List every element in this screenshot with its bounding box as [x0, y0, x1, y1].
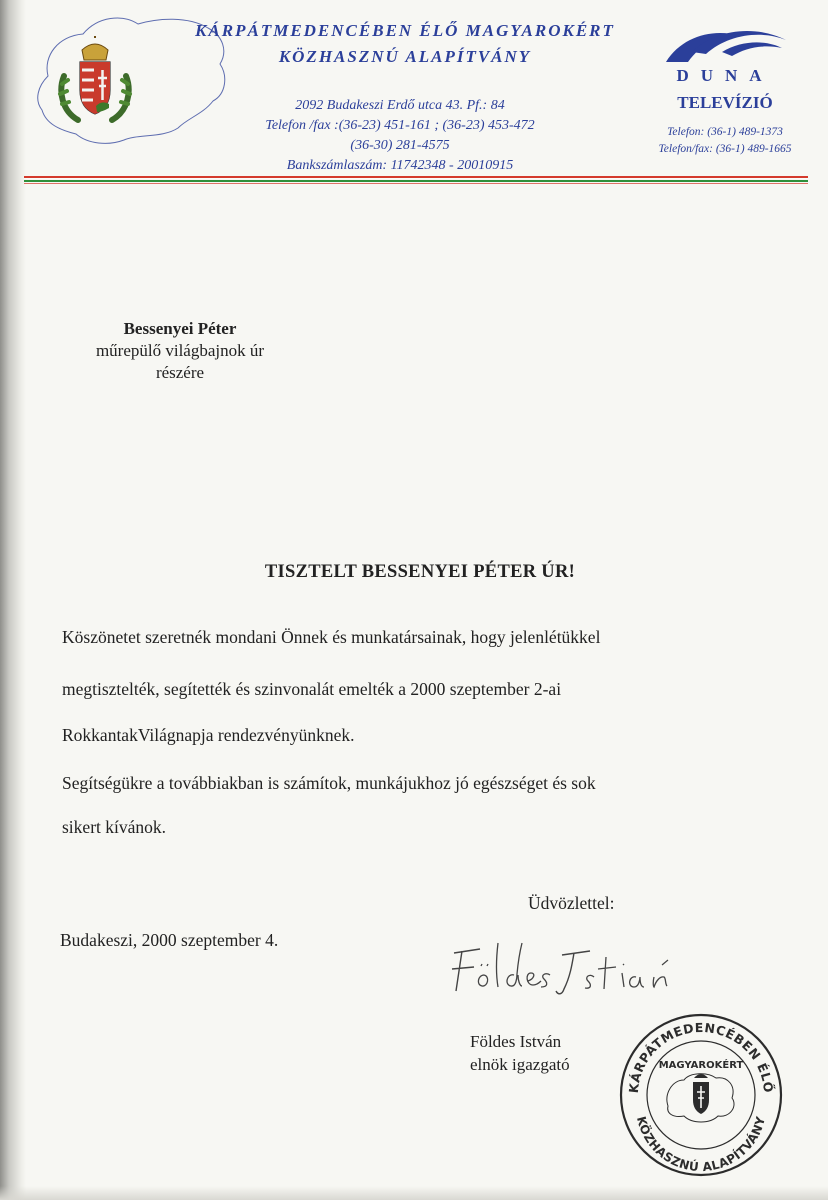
body-line: Köszönetet szeretnék mondani Önnek és munkatársainak, hogy jelenlétükkel [62, 627, 601, 647]
organization-name-line1: KÁRPÁTMEDENCÉBEN ÉLŐ MAGYAROKÉRT [195, 21, 615, 40]
salutation: TISZTELT BESSENYEI PÉTER ÚR! [264, 562, 576, 582]
binding-shadow [0, 0, 26, 1200]
recipient-name: Bessenyei Péter [123, 319, 237, 338]
tricolor-stripe-white [24, 178, 808, 179]
coat-of-arms-icon [54, 36, 136, 126]
body-line: Segítségükre a továbbiakban is számítok, munkájukhoz jó egészséget és sok [62, 773, 596, 793]
place-and-date: Budakeszi, 2000 szeptember 4. [60, 930, 279, 950]
handwritten-signature [440, 935, 710, 1005]
duna-name: DUNA [676, 66, 774, 85]
phone-line: Telefon /fax :(36-23) 451-161 ; (36-23) 453-472 [265, 118, 535, 133]
duna-phone-line: Telefon: (36-1) 489-1373 [667, 126, 783, 138]
duna-subtitle: TELEVÍZIÓ [677, 93, 773, 112]
duna-fax-line: Telefon/fax: (36-1) 489-1665 [658, 143, 792, 155]
tricolor-stripe-underline [24, 183, 808, 184]
duna-phones [640, 124, 810, 158]
organization-stamp [616, 1010, 786, 1180]
svg-text:KÁRPÁTMEDENCÉBEN ÉLŐ: KÁRPÁTMEDENCÉBEN ÉLŐ [625, 1019, 777, 1094]
recipient-block [60, 318, 300, 384]
recipient-suffix: részére [155, 363, 205, 382]
organization-name-line2: KÖZHASZNÚ ALAPÍTVÁNY [278, 47, 532, 66]
address-line: 2092 Budakeszi Erdő utca 43. Pf.: 84 [295, 98, 505, 113]
organization-address [220, 96, 580, 176]
svg-text:KÖZHASZNÚ ALAPÍTVÁNY: KÖZHASZNÚ ALAPÍTVÁNY [633, 1114, 769, 1175]
page-edge [0, 1186, 828, 1200]
signer-position: elnök igazgató [470, 1055, 570, 1074]
signer-name: Földes István [470, 1032, 562, 1051]
body-line: sikert kívánok. [62, 817, 167, 837]
closing-greeting: Üdvözlettel: [528, 893, 615, 913]
organization-name [150, 18, 660, 70]
mobile-line: (36-30) 281-4575 [350, 138, 450, 153]
tricolor-stripe-green [24, 180, 808, 182]
duna-tv-logo-icon [662, 22, 792, 66]
body-line: RokkantakVilágnapja rendezvényünknek. [62, 725, 355, 745]
bank-account-line: Bankszámlaszám: 11742348 - 20010915 [286, 158, 514, 173]
recipient-title: műrepülő világbajnok úr [95, 341, 265, 360]
svg-text:MAGYAROKÉRT: MAGYAROKÉRT [658, 1060, 744, 1071]
body-line: megtisztelték, segítették és szinvonalát emelték a 2000 szeptember 2-ai [62, 679, 562, 699]
signer-block [470, 1030, 570, 1076]
